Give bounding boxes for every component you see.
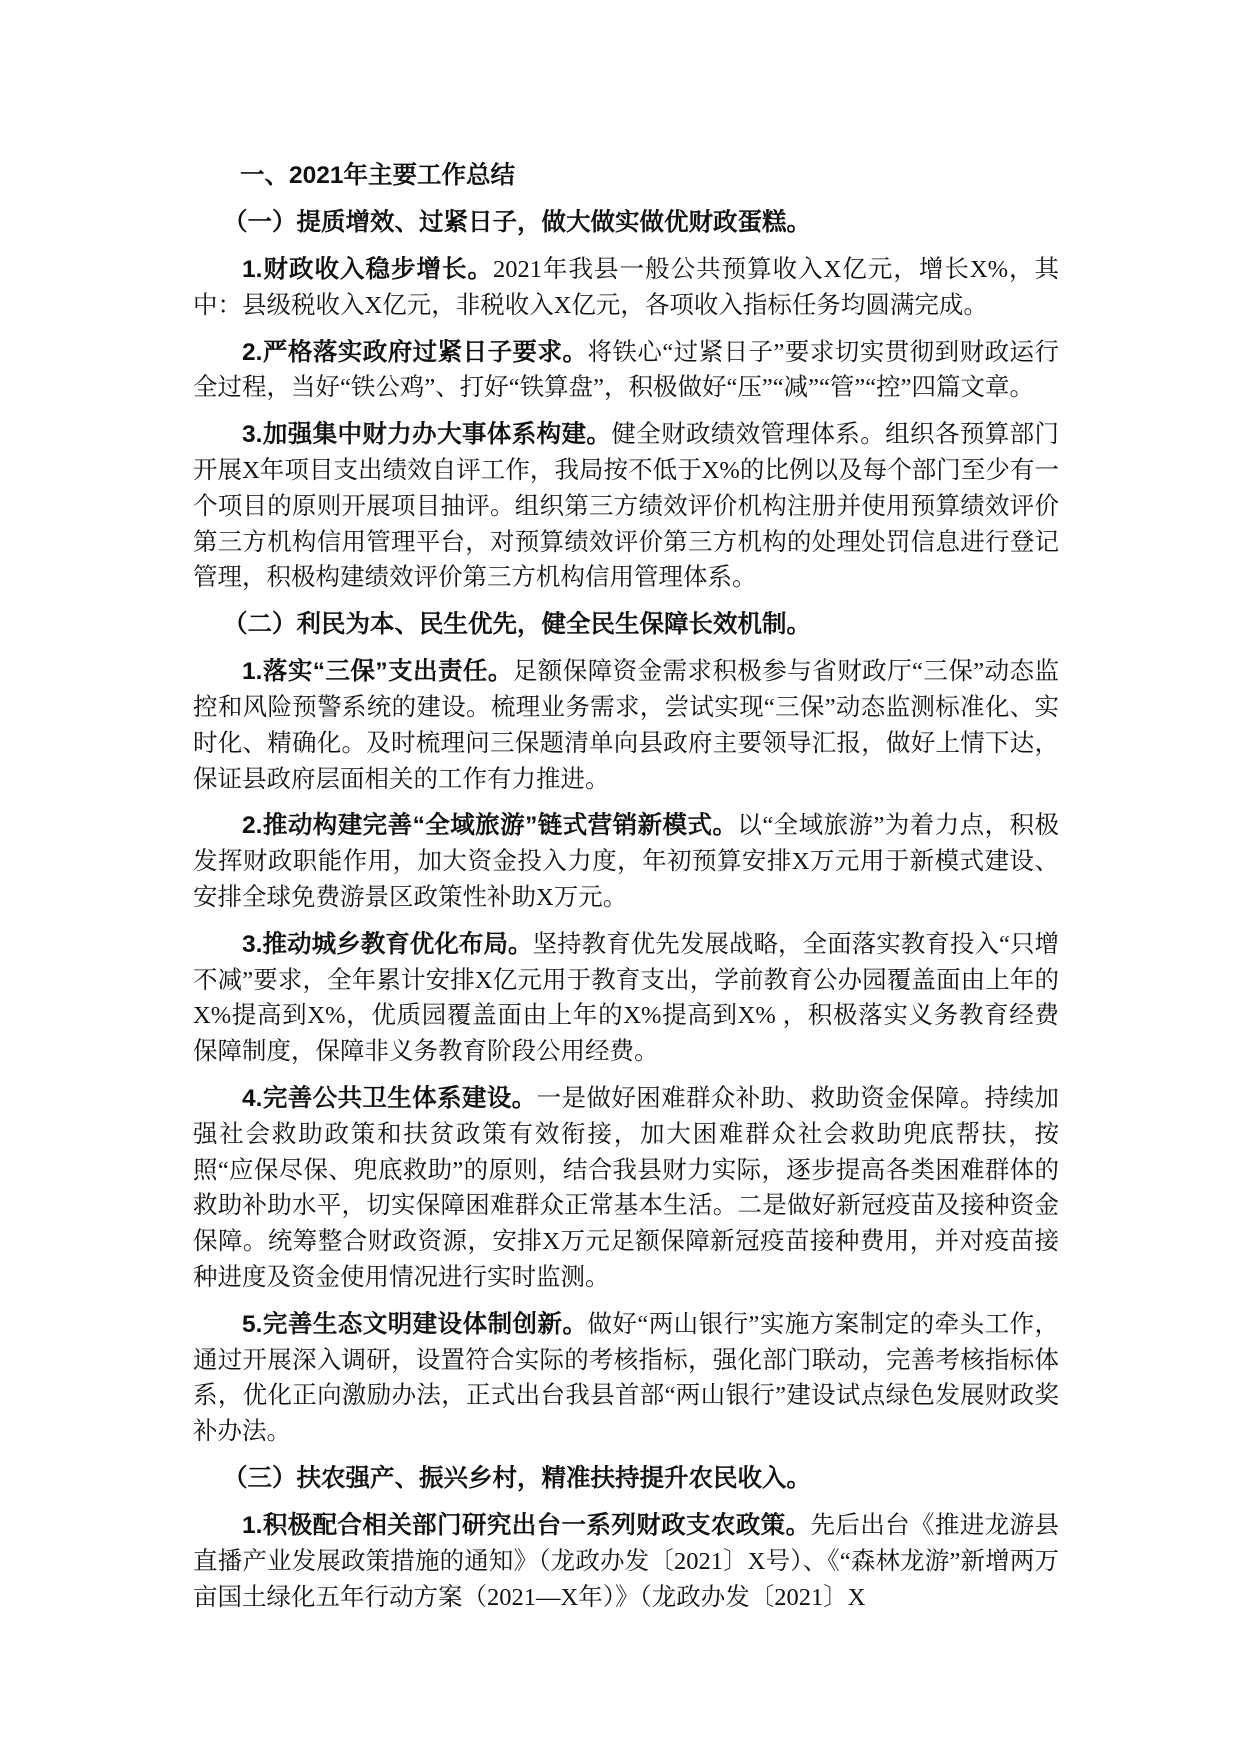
paragraph xyxy=(193,1508,1059,1615)
subsection-heading: （一）提质增效、过紧日子，做大做实做优财政蛋糕。 xyxy=(223,209,811,236)
paragraph xyxy=(193,335,1059,407)
paragraph xyxy=(193,927,1059,1070)
section-title: 一、2021年主要工作总结 xyxy=(240,162,516,189)
paragraph xyxy=(193,1081,1059,1296)
paragraph-text: 将铁心“过紧日子”要求切实贯彻到财政运行全过程，当好“铁公鸡”、打好“铁算盘”，积极做好“压”“减”“管”“控”四篇文章。 xyxy=(193,338,1060,402)
paragraph-text: 以“全域旅游”为着力点，积极发挥财政职能作用，加大资金投入力度，年初预算安排X万元用于新模式建设、安排全球免费游景区政策性补助X万元。 xyxy=(193,812,1059,911)
paragraph-lead: 3.推动城乡教育优化布局。 xyxy=(242,930,533,958)
paragraph-text: 做好“两山银行”实施方案制定的牵头工作，通过开展深入调研，设置符合实际的考核指标，强化部门联动，完善考核指标体系，优化正向激励办法，正式出台我县首部“两山银行”建设试点绿色发展财政奖补办法。 xyxy=(193,1310,1060,1446)
paragraph-text: 健全财政绩效管理体系。组织各预算部门开展X年项目支出绩效自评工作，我局按不低于X%的比例以及每个部门至少有一个项目的原则开展项目抽评。组织第三方绩效评价机构注册并使用预算绩效评价第三方机构信用管理平台，对预算绩效评价第三方机构的处理处罚信息进行登记管理，积极构建绩效评价第三方机构信用管理体系。 xyxy=(193,421,1060,592)
document-page xyxy=(193,158,1059,1626)
paragraph-text: 先后出台《推进龙游县直播产业发展政策措施的通知》（龙政办发〔2021〕X号）、《“森林龙游”新增两万亩国土绿化五年行动方案（2021—X年）》（龙政办发〔2021〕X xyxy=(193,1511,1060,1611)
paragraph-text: 足额保障资金需求积极参与省财政厅“三保”动态监控和风险预警系统的建设。梳理业务需求，尝试实现“三保”动态监测标准化、实时化、精确化。及时梳理问三保题清单向县政府主要领导汇报，做好上情下达，保证县政府层面相关的工作有力推进。 xyxy=(193,658,1059,793)
paragraph xyxy=(193,417,1059,596)
paragraph-lead: 1.财政收入稳步增长。 xyxy=(242,256,494,283)
subsection-heading: （三）扶农强产、振兴乡村，精准扶持提升农民收入。 xyxy=(223,1464,811,1492)
paragraph xyxy=(193,252,1059,324)
paragraph-lead: 3.加强集中财力办大事体系构建。 xyxy=(242,421,612,449)
paragraph-lead: 5.完善生态文明建设体制创新。 xyxy=(242,1310,588,1338)
paragraph-text: 坚持教育优先发展战略，全面落实教育投入“只增不减”要求，全年累计安排X亿元用于教育支出，学前教育公办园覆盖面由上年的X%提高到X%，优质园覆盖面由上年的X%提高到X% ，积极落实义务教育经费保障制度，保障非义务教育阶段公用经费。 xyxy=(193,930,1059,1066)
paragraph-lead: 1.落实“三保”支出责任。 xyxy=(242,658,513,686)
paragraph-lead: 1.积极配合相关部门研究出台一系列财政支农政策。 xyxy=(242,1511,811,1539)
paragraph-lead: 2.推动构建完善“全域旅游”链式营销新模式。 xyxy=(242,812,738,840)
paragraph-lead: 2.严格落实政府过紧日子要求。 xyxy=(242,338,588,366)
paragraph-text: 一是做好困难群众补助、救助资金保障。持续加强社会救助政策和扶贫政策有效衔接，加大困难群众社会救助兜底帮扶，按照“应保尽保、兜底救助”的原则，结合我县财力实际，逐步提高各类困难群体的救助补助水平，切实保障困难群众正常基本生活。二是做好新冠疫苗及接种资金保障。统筹整合财政资源，安排X万元足额保障新冠疫苗接种费用，并对疫苗接种进度及资金使用情况进行实时监测。 xyxy=(193,1084,1060,1291)
paragraph-lead: 4.完善公共卫生体系建设。 xyxy=(242,1084,537,1112)
paragraph-text: 2021年我县一般公共预算收入X亿元，增长X%，其中：县级税收入X亿元，非税收入X亿元，各项收入指标任务均圆满完成。 xyxy=(193,256,1060,319)
paragraph xyxy=(193,808,1059,915)
paragraph xyxy=(193,1307,1059,1450)
paragraph xyxy=(193,654,1059,797)
subsection-heading: （二）利民为本、民生优先，健全民生保障长效机制。 xyxy=(223,611,811,639)
